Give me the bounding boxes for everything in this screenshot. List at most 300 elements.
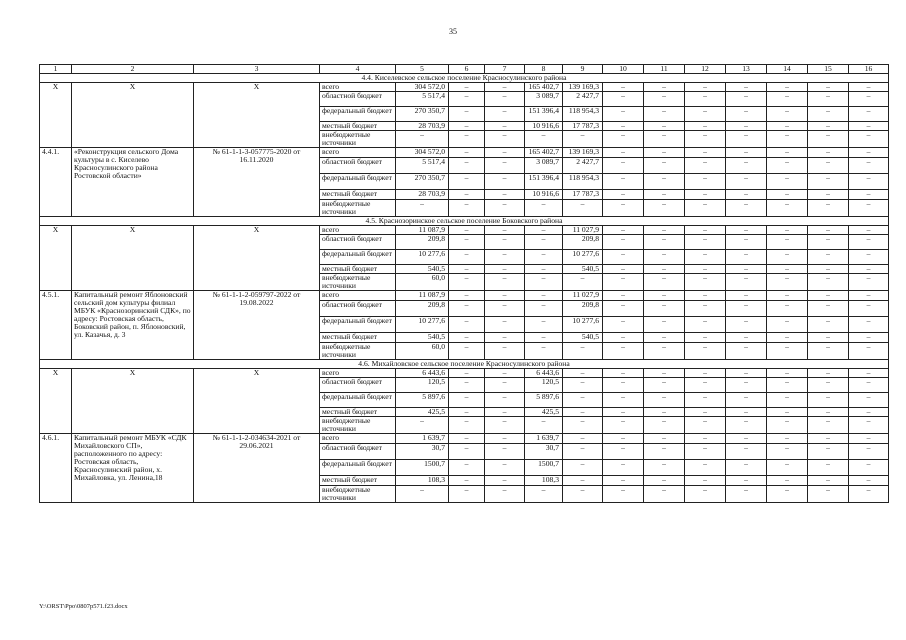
funding-source-label: областной бюджет bbox=[320, 158, 396, 174]
empty-dash-cell: – bbox=[644, 301, 685, 317]
amount-cell: 5 897,6 bbox=[396, 393, 449, 408]
funding-source-label: федеральный бюджет bbox=[320, 317, 396, 333]
empty-dash-cell: – bbox=[767, 317, 808, 333]
amount-cell: – bbox=[485, 486, 525, 503]
funding-source-label: федеральный бюджет bbox=[320, 174, 396, 190]
amount-cell: – bbox=[485, 301, 525, 317]
amount-cell: – bbox=[449, 158, 485, 174]
amount-cell: 17 787,3 bbox=[563, 122, 603, 131]
funding-source-label: внебюджетные источники bbox=[320, 486, 396, 503]
column-number-row bbox=[40, 65, 889, 74]
empty-dash-cell: – bbox=[767, 301, 808, 317]
funding-source-label: местный бюджет bbox=[320, 333, 396, 343]
empty-dash-cell: – bbox=[849, 274, 889, 291]
empty-dash-cell: – bbox=[726, 274, 767, 291]
amount-cell: – bbox=[563, 460, 603, 476]
empty-dash-cell: – bbox=[808, 460, 849, 476]
amount-cell: – bbox=[485, 343, 525, 360]
amount-cell: 10 277,6 bbox=[396, 250, 449, 265]
amount-cell: – bbox=[525, 131, 563, 148]
empty-dash-cell: – bbox=[726, 158, 767, 174]
amount-cell: 304 572,0 bbox=[396, 148, 449, 158]
empty-dash-cell: – bbox=[603, 417, 644, 434]
empty-dash-cell: – bbox=[685, 122, 726, 131]
empty-dash-cell: – bbox=[603, 378, 644, 393]
empty-dash-cell: – bbox=[808, 158, 849, 174]
funding-source-label: внебюджетные источники bbox=[320, 131, 396, 148]
object-name: Капитальный ремонт Яблоновский сельский дом культуры филиал МБУК «Краснозоринский СДК», по адресу: Ростовская область, Боковский район, п. Яблоновский, ул. Казачья, д. 3 bbox=[72, 291, 194, 360]
page-number: 35 bbox=[449, 27, 457, 36]
empty-dash-cell: – bbox=[726, 476, 767, 486]
empty-dash-cell: – bbox=[808, 148, 849, 158]
empty-dash-cell: – bbox=[644, 460, 685, 476]
column-number-cell: 3 bbox=[194, 65, 320, 74]
empty-dash-cell: – bbox=[726, 190, 767, 200]
amount-cell: 425,5 bbox=[525, 408, 563, 417]
empty-dash-cell: – bbox=[644, 444, 685, 460]
empty-dash-cell: – bbox=[685, 200, 726, 217]
amount-cell: – bbox=[449, 83, 485, 92]
empty-dash-cell: – bbox=[849, 122, 889, 131]
funding-source-label: внебюджетные источники bbox=[320, 343, 396, 360]
funding-source-label: федеральный бюджет bbox=[320, 250, 396, 265]
empty-dash-cell: – bbox=[603, 486, 644, 503]
column-number-cell: 14 bbox=[767, 65, 808, 74]
empty-dash-cell: – bbox=[726, 434, 767, 444]
empty-dash-cell: – bbox=[849, 486, 889, 503]
expertise-doc: № 61-1-1-2-034634-2021 от 29.06.2021 bbox=[194, 434, 320, 503]
amount-cell: – bbox=[449, 333, 485, 343]
empty-dash-cell: – bbox=[849, 131, 889, 148]
amount-cell: 3 089,7 bbox=[525, 92, 563, 107]
empty-dash-cell: – bbox=[849, 200, 889, 217]
amount-cell: 11 027,9 bbox=[563, 291, 603, 301]
empty-dash-cell: – bbox=[849, 417, 889, 434]
empty-dash-cell: – bbox=[603, 434, 644, 444]
amount-cell: – bbox=[449, 226, 485, 235]
column-number-cell: 2 bbox=[72, 65, 194, 74]
empty-dash-cell: – bbox=[685, 107, 726, 122]
empty-dash-cell: – bbox=[685, 274, 726, 291]
amount-cell: 304 572,0 bbox=[396, 83, 449, 92]
amount-cell: – bbox=[485, 460, 525, 476]
funding-source-label: местный бюджет bbox=[320, 408, 396, 417]
expertise-doc: X bbox=[194, 369, 320, 434]
amount-cell: 11 087,9 bbox=[396, 291, 449, 301]
empty-dash-cell: – bbox=[603, 476, 644, 486]
amount-cell: 6 443,6 bbox=[525, 369, 563, 378]
empty-dash-cell: – bbox=[685, 92, 726, 107]
amount-cell: – bbox=[525, 265, 563, 274]
empty-dash-cell: – bbox=[767, 200, 808, 217]
funding-source-label: областной бюджет bbox=[320, 444, 396, 460]
amount-cell: – bbox=[449, 317, 485, 333]
empty-dash-cell: – bbox=[644, 476, 685, 486]
expertise-doc: X bbox=[194, 226, 320, 291]
amount-cell: 11 027,9 bbox=[563, 226, 603, 235]
empty-dash-cell: – bbox=[603, 83, 644, 92]
amount-cell: – bbox=[525, 333, 563, 343]
funding-source-label: местный бюджет bbox=[320, 476, 396, 486]
table-row bbox=[40, 291, 889, 301]
column-number-cell: 7 bbox=[485, 65, 525, 74]
empty-dash-cell: – bbox=[685, 158, 726, 174]
empty-dash-cell: – bbox=[808, 434, 849, 444]
empty-dash-cell: – bbox=[726, 83, 767, 92]
amount-cell: – bbox=[485, 417, 525, 434]
empty-dash-cell: – bbox=[808, 265, 849, 274]
amount-cell: 2 427,7 bbox=[563, 92, 603, 107]
amount-cell: – bbox=[485, 274, 525, 291]
object-number: 4.5.1. bbox=[40, 291, 72, 360]
empty-dash-cell: – bbox=[685, 408, 726, 417]
empty-dash-cell: – bbox=[685, 291, 726, 301]
empty-dash-cell: – bbox=[685, 317, 726, 333]
amount-cell: – bbox=[485, 291, 525, 301]
empty-dash-cell: – bbox=[603, 274, 644, 291]
empty-dash-cell: – bbox=[644, 434, 685, 444]
section-title: 4.6. Михайловское сельское поселение Красносулинского района bbox=[40, 360, 889, 369]
empty-dash-cell: – bbox=[644, 174, 685, 190]
empty-dash-cell: – bbox=[726, 148, 767, 158]
empty-dash-cell: – bbox=[849, 174, 889, 190]
empty-dash-cell: – bbox=[685, 83, 726, 92]
amount-cell: 1 639,7 bbox=[396, 434, 449, 444]
expertise-doc: № 61-1-1-2-059797-2022 от 19.08.2022 bbox=[194, 291, 320, 360]
funding-source-label: областной бюджет bbox=[320, 301, 396, 317]
table-row bbox=[40, 434, 889, 444]
object-number: 4.6.1. bbox=[40, 434, 72, 503]
section-title: 4.4. Киселевское сельское поселение Красносулинского района bbox=[40, 74, 889, 83]
empty-dash-cell: – bbox=[644, 190, 685, 200]
empty-dash-cell: – bbox=[808, 235, 849, 250]
amount-cell: – bbox=[485, 393, 525, 408]
empty-dash-cell: – bbox=[767, 107, 808, 122]
amount-cell: 165 402,7 bbox=[525, 83, 563, 92]
amount-cell: 60,0 bbox=[396, 343, 449, 360]
amount-cell: – bbox=[485, 148, 525, 158]
empty-dash-cell: – bbox=[685, 250, 726, 265]
amount-cell: – bbox=[563, 417, 603, 434]
funding-source-label: всего bbox=[320, 291, 396, 301]
empty-dash-cell: – bbox=[685, 476, 726, 486]
amount-cell: – bbox=[449, 476, 485, 486]
empty-dash-cell: – bbox=[726, 265, 767, 274]
column-number-cell: 13 bbox=[726, 65, 767, 74]
amount-cell: 6 443,6 bbox=[396, 369, 449, 378]
empty-dash-cell: – bbox=[808, 343, 849, 360]
amount-cell: – bbox=[449, 301, 485, 317]
empty-dash-cell: – bbox=[644, 200, 685, 217]
object-name: «Реконструкция сельского Дома культуры в с. Киселево Красносулинского района Ростовской области» bbox=[72, 148, 194, 217]
empty-dash-cell: – bbox=[726, 369, 767, 378]
empty-dash-cell: – bbox=[644, 158, 685, 174]
empty-dash-cell: – bbox=[644, 226, 685, 235]
amount-cell: – bbox=[449, 291, 485, 301]
funding-source-label: местный бюджет bbox=[320, 122, 396, 131]
amount-cell: 118 954,3 bbox=[563, 107, 603, 122]
empty-dash-cell: – bbox=[726, 174, 767, 190]
amount-cell: – bbox=[485, 122, 525, 131]
empty-dash-cell: – bbox=[644, 486, 685, 503]
amount-cell: – bbox=[525, 250, 563, 265]
object-name: X bbox=[72, 369, 194, 434]
amount-cell: 120,5 bbox=[396, 378, 449, 393]
empty-dash-cell: – bbox=[849, 250, 889, 265]
empty-dash-cell: – bbox=[849, 317, 889, 333]
empty-dash-cell: – bbox=[726, 393, 767, 408]
empty-dash-cell: – bbox=[849, 92, 889, 107]
amount-cell: – bbox=[485, 107, 525, 122]
amount-cell: – bbox=[396, 200, 449, 217]
amount-cell: – bbox=[485, 92, 525, 107]
column-number-cell: 10 bbox=[603, 65, 644, 74]
amount-cell: – bbox=[485, 158, 525, 174]
amount-cell: – bbox=[449, 369, 485, 378]
empty-dash-cell: – bbox=[726, 417, 767, 434]
empty-dash-cell: – bbox=[644, 250, 685, 265]
empty-dash-cell: – bbox=[644, 148, 685, 158]
empty-dash-cell: – bbox=[767, 393, 808, 408]
funding-source-label: всего bbox=[320, 226, 396, 235]
empty-dash-cell: – bbox=[644, 408, 685, 417]
empty-dash-cell: – bbox=[603, 131, 644, 148]
amount-cell: 425,5 bbox=[396, 408, 449, 417]
empty-dash-cell: – bbox=[603, 226, 644, 235]
empty-dash-cell: – bbox=[644, 265, 685, 274]
funding-source-label: внебюджетные источники bbox=[320, 200, 396, 217]
object-number: X bbox=[40, 226, 72, 291]
empty-dash-cell: – bbox=[726, 200, 767, 217]
empty-dash-cell: – bbox=[726, 486, 767, 503]
empty-dash-cell: – bbox=[808, 444, 849, 460]
empty-dash-cell: – bbox=[767, 265, 808, 274]
empty-dash-cell: – bbox=[808, 417, 849, 434]
amount-cell: – bbox=[396, 131, 449, 148]
amount-cell: – bbox=[449, 434, 485, 444]
empty-dash-cell: – bbox=[767, 444, 808, 460]
amount-cell: 10 277,6 bbox=[563, 250, 603, 265]
empty-dash-cell: – bbox=[644, 417, 685, 434]
empty-dash-cell: – bbox=[603, 301, 644, 317]
empty-dash-cell: – bbox=[603, 148, 644, 158]
amount-cell: – bbox=[563, 131, 603, 148]
amount-cell: 209,8 bbox=[396, 301, 449, 317]
amount-cell: – bbox=[563, 486, 603, 503]
amount-cell: – bbox=[485, 444, 525, 460]
empty-dash-cell: – bbox=[685, 378, 726, 393]
empty-dash-cell: – bbox=[849, 444, 889, 460]
amount-cell: 10 277,6 bbox=[563, 317, 603, 333]
empty-dash-cell: – bbox=[849, 291, 889, 301]
amount-cell: 540,5 bbox=[563, 333, 603, 343]
expertise-doc: № 61-1-1-3-057775-2020 от 16.11.2020 bbox=[194, 148, 320, 217]
amount-cell: – bbox=[485, 265, 525, 274]
funding-source-label: всего bbox=[320, 369, 396, 378]
amount-cell: – bbox=[449, 408, 485, 417]
amount-cell: – bbox=[449, 131, 485, 148]
empty-dash-cell: – bbox=[685, 417, 726, 434]
empty-dash-cell: – bbox=[726, 301, 767, 317]
expertise-doc: X bbox=[194, 83, 320, 148]
amount-cell: 1500,7 bbox=[525, 460, 563, 476]
amount-cell: 10 277,6 bbox=[396, 317, 449, 333]
amount-cell: – bbox=[449, 148, 485, 158]
amount-cell: – bbox=[485, 250, 525, 265]
amount-cell: 270 350,7 bbox=[396, 107, 449, 122]
amount-cell: – bbox=[449, 378, 485, 393]
empty-dash-cell: – bbox=[726, 92, 767, 107]
table-row bbox=[40, 226, 889, 235]
empty-dash-cell: – bbox=[808, 200, 849, 217]
object-number: 4.4.1. bbox=[40, 148, 72, 217]
empty-dash-cell: – bbox=[603, 291, 644, 301]
empty-dash-cell: – bbox=[767, 460, 808, 476]
empty-dash-cell: – bbox=[849, 460, 889, 476]
amount-cell: – bbox=[525, 301, 563, 317]
amount-cell: – bbox=[485, 408, 525, 417]
empty-dash-cell: – bbox=[603, 444, 644, 460]
empty-dash-cell: – bbox=[808, 122, 849, 131]
empty-dash-cell: – bbox=[808, 92, 849, 107]
amount-cell: – bbox=[449, 190, 485, 200]
empty-dash-cell: – bbox=[849, 434, 889, 444]
amount-cell: – bbox=[525, 274, 563, 291]
table-row bbox=[40, 148, 889, 158]
empty-dash-cell: – bbox=[767, 83, 808, 92]
amount-cell: – bbox=[563, 200, 603, 217]
empty-dash-cell: – bbox=[767, 274, 808, 291]
amount-cell: 3 089,7 bbox=[525, 158, 563, 174]
empty-dash-cell: – bbox=[644, 235, 685, 250]
amount-cell: 17 787,3 bbox=[563, 190, 603, 200]
amount-cell: 540,5 bbox=[396, 333, 449, 343]
empty-dash-cell: – bbox=[767, 369, 808, 378]
amount-cell: 60,0 bbox=[396, 274, 449, 291]
amount-cell: – bbox=[525, 200, 563, 217]
amount-cell: – bbox=[449, 274, 485, 291]
section-header-row bbox=[40, 74, 889, 83]
amount-cell: – bbox=[563, 393, 603, 408]
amount-cell: 120,5 bbox=[525, 378, 563, 393]
object-name: X bbox=[72, 83, 194, 148]
empty-dash-cell: – bbox=[808, 301, 849, 317]
amount-cell: 30,7 bbox=[525, 444, 563, 460]
empty-dash-cell: – bbox=[849, 235, 889, 250]
object-name: Капитальный ремонт МБУК «СДК Михайловского СП», расположенного по адресу: Ростовская область, Красносулинский район, х. Михайловка, ул. Ленина,18 bbox=[72, 434, 194, 503]
empty-dash-cell: – bbox=[603, 333, 644, 343]
empty-dash-cell: – bbox=[767, 131, 808, 148]
column-number-cell: 8 bbox=[525, 65, 563, 74]
empty-dash-cell: – bbox=[726, 317, 767, 333]
empty-dash-cell: – bbox=[726, 444, 767, 460]
empty-dash-cell: – bbox=[644, 92, 685, 107]
empty-dash-cell: – bbox=[849, 158, 889, 174]
section-header-row bbox=[40, 360, 889, 369]
amount-cell: – bbox=[485, 369, 525, 378]
empty-dash-cell: – bbox=[767, 486, 808, 503]
empty-dash-cell: – bbox=[685, 131, 726, 148]
amount-cell: – bbox=[449, 235, 485, 250]
empty-dash-cell: – bbox=[644, 333, 685, 343]
amount-cell: 540,5 bbox=[396, 265, 449, 274]
amount-cell: 209,8 bbox=[396, 235, 449, 250]
amount-cell: – bbox=[525, 317, 563, 333]
empty-dash-cell: – bbox=[767, 148, 808, 158]
empty-dash-cell: – bbox=[726, 343, 767, 360]
empty-dash-cell: – bbox=[849, 83, 889, 92]
empty-dash-cell: – bbox=[644, 393, 685, 408]
amount-cell: 28 703,9 bbox=[396, 190, 449, 200]
amount-cell: – bbox=[449, 460, 485, 476]
amount-cell: – bbox=[485, 235, 525, 250]
amount-cell: – bbox=[449, 174, 485, 190]
amount-cell: 5 517,4 bbox=[396, 92, 449, 107]
amount-cell: – bbox=[563, 274, 603, 291]
funding-source-label: местный бюджет bbox=[320, 190, 396, 200]
empty-dash-cell: – bbox=[644, 378, 685, 393]
amount-cell: – bbox=[485, 226, 525, 235]
empty-dash-cell: – bbox=[685, 486, 726, 503]
empty-dash-cell: – bbox=[685, 174, 726, 190]
amount-cell: – bbox=[525, 291, 563, 301]
empty-dash-cell: – bbox=[603, 107, 644, 122]
empty-dash-cell: – bbox=[767, 343, 808, 360]
empty-dash-cell: – bbox=[808, 174, 849, 190]
empty-dash-cell: – bbox=[603, 235, 644, 250]
empty-dash-cell: – bbox=[849, 148, 889, 158]
funding-source-label: федеральный бюджет bbox=[320, 460, 396, 476]
amount-cell: 139 169,3 bbox=[563, 83, 603, 92]
column-number-cell: 15 bbox=[808, 65, 849, 74]
amount-cell: – bbox=[449, 122, 485, 131]
empty-dash-cell: – bbox=[685, 333, 726, 343]
amount-cell: – bbox=[449, 265, 485, 274]
section-title: 4.5. Краснозоринское сельское поселение Боковского района bbox=[40, 217, 889, 226]
amount-cell: – bbox=[485, 333, 525, 343]
empty-dash-cell: – bbox=[603, 174, 644, 190]
column-number-cell: 11 bbox=[644, 65, 685, 74]
empty-dash-cell: – bbox=[644, 131, 685, 148]
amount-cell: – bbox=[525, 226, 563, 235]
column-number-cell: 9 bbox=[563, 65, 603, 74]
amount-cell: – bbox=[563, 444, 603, 460]
amount-cell: 108,3 bbox=[396, 476, 449, 486]
funding-source-label: федеральный бюджет bbox=[320, 107, 396, 122]
empty-dash-cell: – bbox=[685, 369, 726, 378]
amount-cell: – bbox=[563, 369, 603, 378]
empty-dash-cell: – bbox=[808, 317, 849, 333]
amount-cell: 10 916,6 bbox=[525, 190, 563, 200]
empty-dash-cell: – bbox=[726, 460, 767, 476]
empty-dash-cell: – bbox=[726, 333, 767, 343]
amount-cell: 28 703,9 bbox=[396, 122, 449, 131]
empty-dash-cell: – bbox=[603, 200, 644, 217]
empty-dash-cell: – bbox=[808, 250, 849, 265]
funding-source-label: всего bbox=[320, 148, 396, 158]
empty-dash-cell: – bbox=[808, 291, 849, 301]
amount-cell: – bbox=[449, 200, 485, 217]
amount-cell: 165 402,7 bbox=[525, 148, 563, 158]
object-number: X bbox=[40, 83, 72, 148]
empty-dash-cell: – bbox=[767, 476, 808, 486]
amount-cell: – bbox=[449, 393, 485, 408]
amount-cell: 209,8 bbox=[563, 235, 603, 250]
empty-dash-cell: – bbox=[685, 460, 726, 476]
empty-dash-cell: – bbox=[685, 444, 726, 460]
empty-dash-cell: – bbox=[644, 83, 685, 92]
empty-dash-cell: – bbox=[767, 291, 808, 301]
